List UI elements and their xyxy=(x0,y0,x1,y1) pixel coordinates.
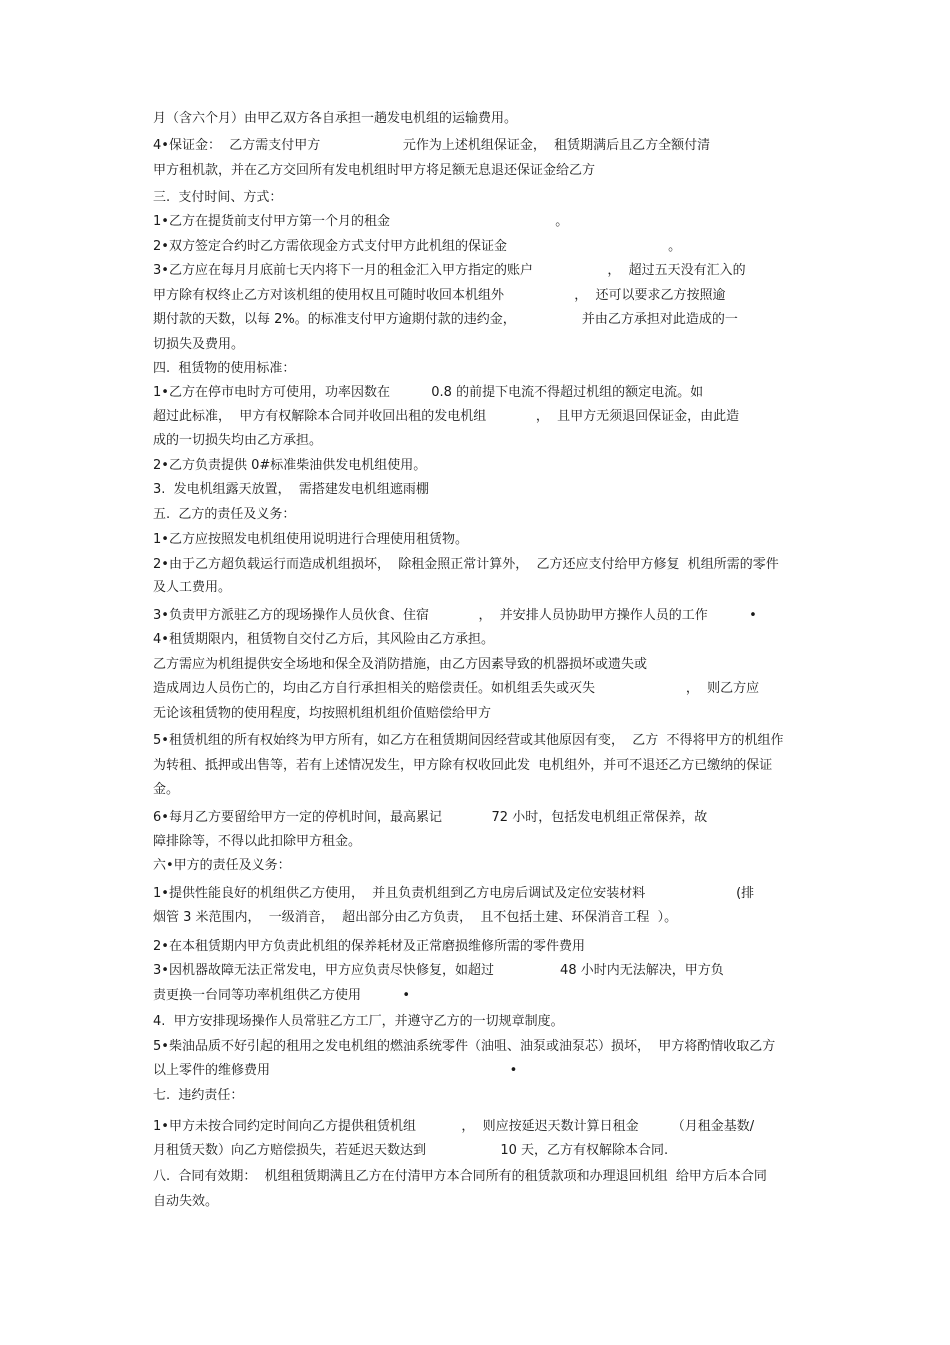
text-line: 超过此标准， 甲方有权解除本合同并收回出租的发电机组 ， 且甲方无须退回保证金，由此造 xyxy=(153,409,740,424)
section-heading: 八. 合同有效期： 机组租赁期满且乙方在付清甲方本合同所有的租赁款项和办理退回机组 给甲方后本合同 xyxy=(153,1169,767,1184)
text-line: 烟管 3 米范围内， 一级消音， 超出部分由乙方负责， 且不包括土建、环保消音工程 ）。 xyxy=(153,910,678,925)
section-heading: 四. 租赁物的使用标准： xyxy=(153,361,296,376)
text-line: 以上零件的维修费用 • xyxy=(153,1063,518,1078)
text-line: 1•提供性能良好的机组供乙方使用， 并且负责机组到乙方电房后调试及定位安装材料 (排 xyxy=(153,886,755,901)
text-line: 金。 xyxy=(153,782,180,797)
text-line: 期付款的天数，以每 2%。的标准支付甲方逾期付款的违约金， 并由乙方承担对此造成的一 xyxy=(153,312,738,327)
text-line: 3•乙方应在每月月底前七天内将下一月的租金汇入甲方指定的账户 ， 超过五天没有汇入的 xyxy=(153,263,746,278)
text-line: 2•在本租赁期内甲方负责此机组的保养耗材及正常磨损维修所需的零件费用 xyxy=(153,939,585,954)
section-heading: 五. 乙方的责任及义务： xyxy=(153,507,296,522)
text-line: 3•因机器故障无法正常发电，甲方应负责尽快修复，如超过 48 小时内无法解决，甲方负 xyxy=(153,963,724,978)
text-line: 5•柴油品质不好引起的租用之发电机组的燃油系统零件（油咀、油泵或油泵芯）损坏， 甲方将酌情收取乙方 xyxy=(153,1039,776,1054)
text-line: 月（含六个月）由甲乙双方各自承担一趟发电机组的运输费用。 xyxy=(153,111,518,126)
text-line: 月租赁天数）向乙方赔偿损失，若延迟天数达到 10 天，乙方有权解除本合同. xyxy=(153,1143,669,1158)
text-line: 甲方除有权终止乙方对该机组的使用权且可随时收回本机组外 ， 还可以要求乙方按照逾 xyxy=(153,288,726,303)
text-line: 及人工费用。 xyxy=(153,580,232,595)
text-line: 自动失效。 xyxy=(153,1194,219,1209)
section-heading: 三. 支付时间、方式： xyxy=(153,190,283,205)
text-line: 责更换一台同等功率机组供乙方使用 • xyxy=(153,988,410,1003)
text-line: 无论该租赁物的使用程度，均按照机组机组价值赔偿给甲方 xyxy=(153,706,492,721)
text-line: 甲方租机款，并在乙方交回所有发电机组时甲方将足额无息退还保证金给乙方 xyxy=(153,163,596,178)
text-line: 为转租、抵押或出售等，若有上述情况发生，甲方除有权收回此发 电机组外，并可不退还乙方已缴纳的保证 xyxy=(153,758,773,773)
text-line: 成的一切损失均由乙方承担。 xyxy=(153,433,323,448)
text-line: 3. 发电机组露天放置， 需搭建发电机组遮雨棚 xyxy=(153,482,429,497)
text-line: 4. 甲方安排现场操作人员常驻乙方工厂，并遵守乙方的一切规章制度。 xyxy=(153,1014,564,1029)
text-line: 2•乙方负责提供 0#标准柴油供发电机组使用。 xyxy=(153,458,427,473)
text-line: 1•乙方在提货前支付甲方第一个月的租金 。 xyxy=(153,214,569,229)
text-line: 4•租赁期限内，租赁物自交付乙方后，其风险由乙方承担。 xyxy=(153,632,494,647)
text-line: 5•租赁机组的所有权始终为甲方所有，如乙方在租赁期间因经营或其他原因有变， 乙方 不得将甲方的机组作 xyxy=(153,733,784,748)
text-line: 1•甲方未按合同约定时间向乙方提供租赁机组 ， 则应按延迟天数计算日租金 （月租金基数/ xyxy=(153,1119,755,1134)
text-line: 2•双方签定合约时乙方需依现金方式支付甲方此机组的保证金 。 xyxy=(153,239,682,254)
text-line: 1•乙方应按照发电机组使用说明进行合理使用租赁物。 xyxy=(153,532,468,547)
text-line: 6•每月乙方要留给甲方一定的停机时间，最高累记 72 小时，包括发电机组正常保养，故 xyxy=(153,810,708,825)
text-line: 障排除等，不得以此扣除甲方租金。 xyxy=(153,834,362,849)
text-line: 造成周边人员伤亡的，均由乙方自行承担相关的赔偿责任。如机组丢失或灭失 ， 则乙方应 xyxy=(153,681,760,696)
text-line: 4•保证金： 乙方需支付甲方 元作为上述机组保证金， 租赁期满后且乙方全额付清 xyxy=(153,138,711,153)
section-heading: 六•甲方的责任及义务： xyxy=(153,858,291,873)
section-heading: 七. 违约责任： xyxy=(153,1088,244,1103)
text-line: 乙方需应为机组提供安全场地和保全及消防措施，由乙方因素导致的机器损坏或遗失或 xyxy=(153,657,648,672)
text-line: 3•负责甲方派驻乙方的现场操作人员伙食、住宿 ， 并安排人员协助甲方操作人员的工作 • xyxy=(153,608,757,623)
text-line: 切损失及费用。 xyxy=(153,337,245,352)
text-line: 1•乙方在停市电时方可使用，功率因数在 0.8 的前提下电流不得超过机组的额定电流。如 xyxy=(153,385,704,400)
text-line: 2•由于乙方超负载运行而造成机组损坏， 除租金照正常计算外， 乙方还应支付给甲方修复 机组所需的零件 xyxy=(153,557,779,572)
